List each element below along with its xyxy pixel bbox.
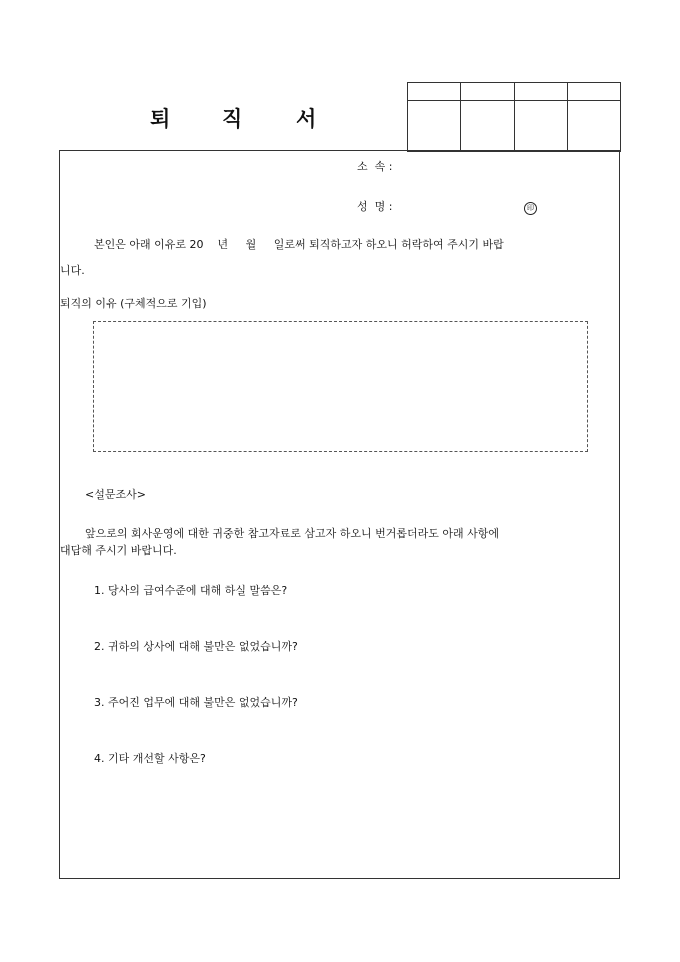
approval-header-cell[interactable] bbox=[461, 83, 514, 101]
survey-question-2: 2. 귀하의 상사에 대해 불만은 없었습니까? bbox=[94, 640, 298, 653]
title-char-1: 퇴 bbox=[150, 106, 171, 131]
survey-intro-line1: 앞으로의 회사운영에 대한 귀중한 참고자료로 삼고자 하오니 번거롭더라도 아래 사항에 bbox=[85, 527, 500, 540]
resignation-statement-line1: 본인은 아래 이유로 20 년 월 일로써 퇴직하고자 하오니 허락하여 주시기 바랍 bbox=[94, 238, 504, 251]
survey-heading: <설문조사> bbox=[85, 488, 146, 501]
seal-icon: 印 bbox=[524, 202, 537, 215]
resignation-statement-line2: 니다. bbox=[60, 264, 85, 277]
approval-header-cell[interactable] bbox=[514, 83, 567, 101]
approval-stamp-table bbox=[407, 82, 621, 152]
approval-sign-cell[interactable] bbox=[514, 101, 567, 152]
survey-question-4: 4. 기타 개선할 사항은? bbox=[94, 752, 206, 765]
survey-intro-line2: 대답해 주시기 바랍니다. bbox=[60, 544, 177, 557]
survey-question-1: 1. 당사의 급여수준에 대해 하실 말씀은? bbox=[94, 584, 288, 597]
seal-mark bbox=[524, 200, 537, 215]
title-char-2: 직 bbox=[222, 106, 243, 131]
approval-header-cell[interactable] bbox=[567, 83, 620, 101]
reason-input-box[interactable] bbox=[93, 321, 588, 452]
name-label: 성 명 : bbox=[357, 200, 393, 213]
reason-label: 퇴직의 이유 (구체적으로 기입) bbox=[60, 297, 207, 310]
approval-header-cell[interactable] bbox=[408, 83, 461, 101]
approval-sign-cell[interactable] bbox=[461, 101, 514, 152]
affiliation-label: 소 속 : bbox=[357, 160, 393, 173]
survey-question-3: 3. 주어진 업무에 대해 불만은 없었습니까? bbox=[94, 696, 298, 709]
approval-sign-cell[interactable] bbox=[567, 101, 620, 152]
title-char-3: 서 bbox=[296, 106, 317, 131]
approval-sign-cell[interactable] bbox=[408, 101, 461, 152]
form-frame bbox=[59, 150, 620, 879]
